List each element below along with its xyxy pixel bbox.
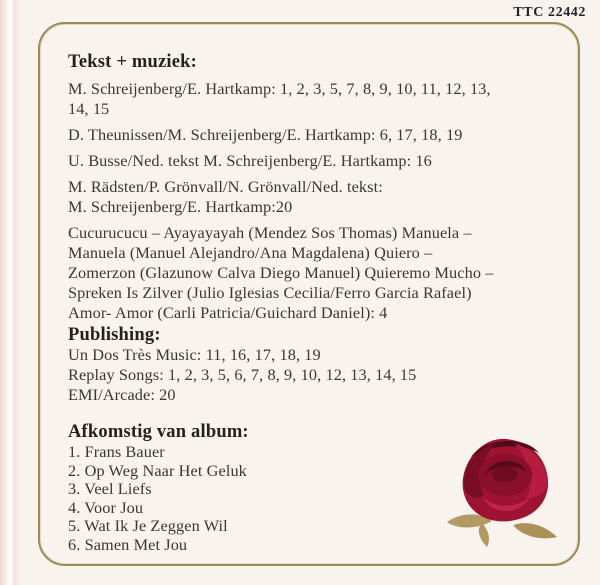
album-item: 4. Voor Jou (68, 497, 144, 517)
credit-line: Cucurucucu – Ayayayayah (Mendez Sos Thomas) Manuela – (68, 223, 472, 242)
credit-entry (68, 223, 560, 323)
rose-icon (435, 433, 560, 548)
section-tekst-muziek (68, 51, 560, 323)
section-publishing (68, 325, 560, 405)
credit-line: D. Theunissen/M. Schreijenberg/E. Hartkamp: 6, 17, 18, 19 (68, 125, 463, 144)
album-item: 3. Veel Liefs (68, 479, 152, 499)
publishing-line: Un Dos Très Music: 11, 16, 17, 18, 19 (68, 345, 321, 364)
credits-card (38, 22, 580, 566)
album-item: 5. Wat Ik Je Zeggen Wil (68, 516, 228, 536)
credit-entry (68, 125, 560, 145)
publishing-heading: Publishing: (68, 325, 161, 345)
credit-line: 14, 15 (68, 99, 110, 118)
credit-line: Amor- Amor (Carli Patricia/Guichard Daniel): 4 (68, 303, 388, 322)
credit-line: U. Busse/Ned. tekst M. Schreijenberg/E. Hartkamp: 16 (68, 151, 432, 170)
album-item: 6. Samen Met Jou (68, 534, 188, 554)
credit-entry (68, 177, 560, 217)
catalog-number: TTC 22442 (513, 5, 586, 20)
album-heading: Afkomstig van album: (68, 422, 249, 442)
credit-line: M. Rädsten/P. Grönvall/N. Grönvall/Ned. tekst: (68, 177, 383, 196)
scan-edge-strip (0, 0, 20, 585)
credit-line: Manuela (Manuel Alejandro/Ana Magdalena) Quiero – (68, 243, 433, 262)
credit-line: Spreken Is Zilver (Julio Iglesias Cecilia/Ferro Garcia Rafael) (68, 283, 472, 302)
tekst-muziek-heading: Tekst + muziek: (68, 52, 198, 72)
credit-entry (68, 151, 560, 171)
album-item: 1. Frans Bauer (68, 442, 165, 461)
credit-line: Zomerzon (Glazunow Calva Diego Manuel) Quieremo Mucho – (68, 263, 494, 282)
credit-line: M. Schreijenberg/E. Hartkamp: 1, 2, 3, 5, 7, 8, 9, 10, 11, 12, 13, (68, 79, 491, 98)
publishing-line: EMI/Arcade: 20 (68, 385, 176, 404)
credit-entry (68, 79, 560, 119)
credit-line: M. Schreijenberg/E. Hartkamp:20 (68, 197, 293, 216)
publishing-line: Replay Songs: 1, 2, 3, 5, 6, 7, 8, 9, 10, 12, 13, 14, 15 (68, 365, 417, 384)
album-item: 2. Op Weg Naar Het Geluk (68, 460, 247, 480)
